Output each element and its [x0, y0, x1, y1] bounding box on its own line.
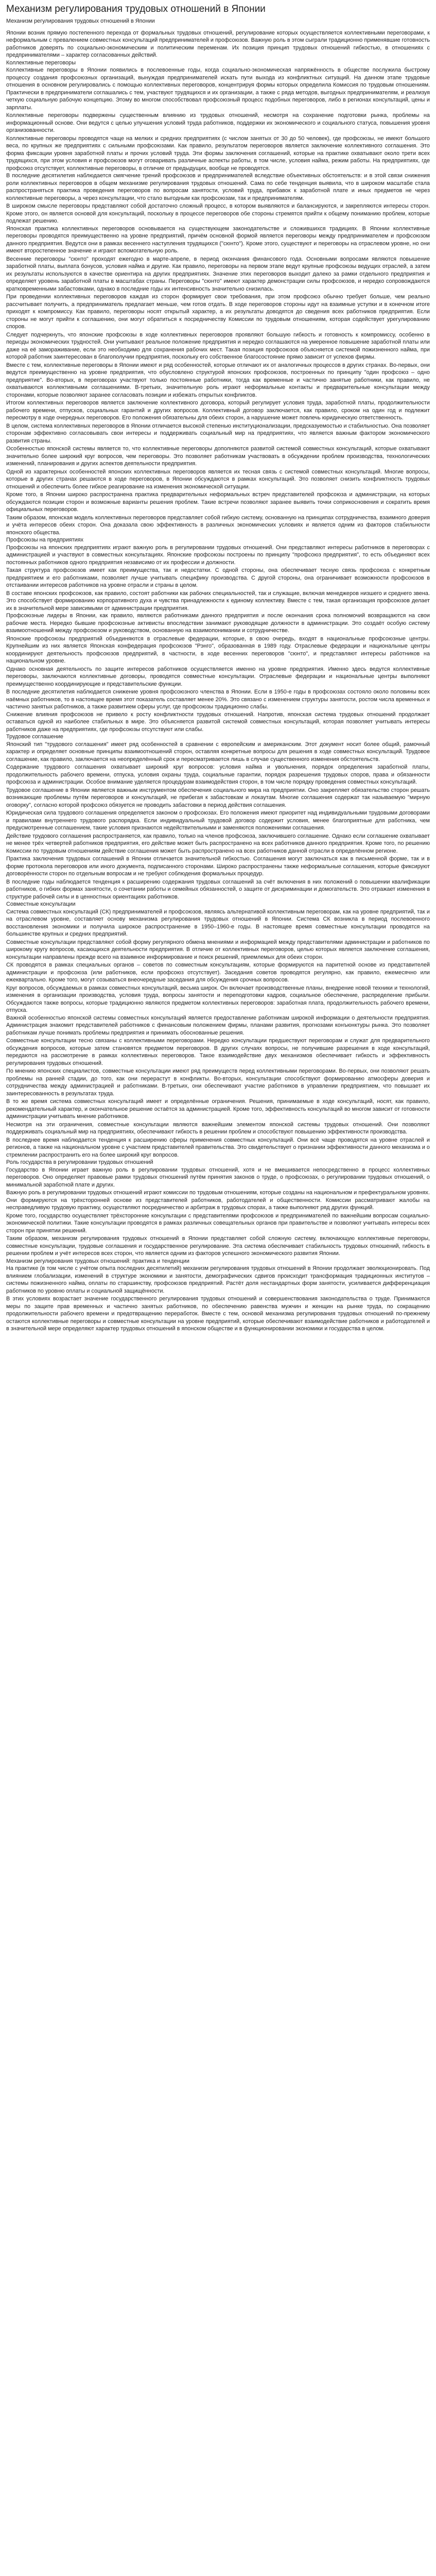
- paragraph: Японские профсоюзы предприятий объединяются в отраслевые федерации, которые, в свою очередь, входят в национальные профсоюзные центры. Крупнейшим из них является Японская конфедерация профсоюзов "Рэнго", образованная в 1989 году. Отраслевые федерации и национальные центры координируют деятельность профсоюзов предприятий, в частности, в ходе весенних переговоров "сюнто", и представляют интересы работников на национальном уровне.: [6, 635, 430, 664]
- paragraph: Трудовое соглашение в Японии является важным инструментом обеспечения социального мира на предприятии. Оно закрепляет обязательство сторон решать возникающие проблемы путём переговоров и консультаций, не прибегая к забастовкам и локаутам. Многие соглашения содержат так называемую "мирную оговорку", согласно которой профсоюз обязуется не проводить забастовки в период действия соглашения.: [6, 787, 430, 808]
- paragraph: Важной особенностью японской системы совместных консультаций является предоставление работникам широкой информации о деятельности предприятия. Администрация знакомит представителей работников с финансовым положением фирмы, планами развития, прогнозами конъюнктуры рынка. Это позволяет работникам лучше понимать проблемы предприятия и принимать обоснованные решения.: [6, 1014, 430, 1036]
- paragraph: Кроме того, государство осуществляет трёхсторонние консультации с представителями профсоюзов и предпринимателей по важнейшим вопросам социально-экономической политики. Такие консультации проводятся в рамках различных совещательных органов при правительстве и позволяют учитывать интересы всех сторон при принятии решений.: [6, 1212, 430, 1234]
- paragraph: Однако основная деятельность по защите интересов работников осуществляется именно на уровне предприятия. Именно здесь ведутся коллективные переговоры, заключаются коллективные договоры, проводятся совместные консультации. Отраслевые федерации и национальные центры выполняют преимущественно координирующие и представительские функции.: [6, 666, 430, 687]
- paragraph: Государство в Японии играет важную роль в регулировании трудовых отношений, хотя и не вмешивается непосредственно в процесс коллективных переговоров. Оно определяет правовые рамки трудовых отношений путём принятия законов о труде, о профсоюзах, о регулировании трудовых отношений, о минимальной заработной плате и других.: [6, 1166, 430, 1188]
- paragraph: Профсоюзы на японских предприятиях играют важную роль в регулировании трудовых отношений. Они представляют интересы работников в переговорах с администрацией и участвуют в совместных консультациях. Японские профсоюзы построены по принципу "профсоюз предприятия", то есть объединяют всех постоянных работников одного предприятия независимо от их профессии и должности.: [6, 544, 430, 566]
- paragraph: Кроме того, в Японии широко распространена практика предварительных неформальных встреч представителей профсоюза и администрации, на которых обсуждаются позиции сторон и возможные варианты решения проблем. Такие встречи позволяют заранее выявить точки соприкосновения и сократить время официальных переговоров.: [6, 492, 430, 513]
- paragraph: Итогом коллективных переговоров является заключение коллективного договора, который регулирует условия труда, заработной платы, продолжительности рабочего времени, отпусков, социальных гарантий и других вопросов. Коллективный договор заключается, как правило, сроком на один год и подлежит пересмотру в ходе очередных переговоров. Его положения обязательны для обеих сторон, а нарушение может повлечь юридическую ответственность.: [6, 400, 430, 421]
- article-section: [6, 612, 430, 711]
- paragraph: Снижение влияния профсоюзов не привело к росту конфликтности трудовых отношений. Напротив, японская система трудовых отношений продолжает оставаться одной из наиболее стабильных в мире. Это объясняется развитой системой совместных консультаций, которая позволяет учитывать интересы работников даже на предприятиях, где профсоюзы отсутствуют или слабы.: [6, 711, 430, 733]
- paragraph: В широком смысле переговоры представляют собой достаточно сложный процесс, в котором выявляются и балансируются, и закрепляются интересы сторон. Кроме этого, он является основой для консультаций, поскольку в процессе переговоров обе стороны стремятся прийти к общему пониманию проблем, которые подлежат решению.: [6, 203, 430, 224]
- paragraph: Юридическая сила трудового соглашения определяется законом о профсоюзах. Его положения имеют приоритет над индивидуальными трудовыми договорами и правилами внутреннего трудового распорядка. Если индивидуальный трудовой договор содержит условия, менее благоприятные для работника, чем предусмотренные соглашением, такие условия признаются недействительными и заменяются положениями соглашения.: [6, 810, 430, 831]
- paragraph: В целом, система коллективных переговоров в Японии отличается высокой степенью институционализации, предсказуемостью и стабильностью. Она позволяет сторонам эффективно согласовывать свои интересы и поддерживать социальный мир на предприятиях, что является важным фактором экономического развития страны.: [6, 422, 430, 444]
- paragraph: Система совместных консультаций (СК) предпринимателей и профсоюзов, являясь альтернативой коллективным переговорам, как на уровне предприятий, так и на отраслевом уровне, составляет основу механизма регулирования трудовых отношений в Японии. Система СК возникла в период послевоенного восстановления экономики и получила широкое распространение в 1950–1960-е годы. В настоящее время совместные консультации проводятся на большинстве крупных и средних предприятий.: [6, 908, 430, 937]
- article-section: [6, 59, 430, 173]
- paragraph: Таким образом, механизм регулирования трудовых отношений в Японии представляет собой сложную систему, включающую коллективные переговоры, совместные консультации, трудовые соглашения и государственное регулирование. Эта система обеспечивает стабильность трудовых отношений, гибкость в решении проблем и учёт интересов всех сторон, что является одним из факторов успешного экономического развития Японии.: [6, 1235, 430, 1257]
- paragraph: Весенние переговоры "сюнто" проходят ежегодно в марте-апреле, в период окончания финансового года. Основными вопросами являются повышение заработной платы, выплата бонусов, условия найма и другие. Как правило, переговоры на первом этапе ведут крупные профсоюзы ведущих отраслей, а затем их результаты используются в качестве ориентира на других предприятиях. Значение этих переговоров выходит далеко за рамки отдельного предприятия и определяет уровень заработной платы в масштабах страны. Переговоры "сюнто" имеют характер демонстрации силы профсоюзов, и нередко сопровождаются кратковременными забастовками, однако в последние годы их интенсивность значительно снизилась.: [6, 256, 430, 292]
- article-section: [6, 711, 430, 734]
- paragraph: Совместные консультации представляют собой форму регулярного обмена мнениями и информацией между представителями администрации и работников по широкому кругу вопросов, касающихся деятельности предприятия. В отличие от коллективных переговоров, целью которых является заключение соглашения, консультации направлены прежде всего на взаимное информирование и поиск решений, приемлемых для обеих сторон.: [6, 939, 430, 960]
- article-section: [6, 901, 430, 1014]
- paragraph: В последние десятилетия наблюдается смягчение трений профсоюзов и предпринимателей вследствие объективных обстоятельств: и в этой связи снижения роли коллективных переговоров в общем механизме регулирования трудовых отношений. Сама по себе тенденция выявила, что в широком масштабе стала распространяться практика проведения переговоров по вопросам занятости, условий труда, прибавок к заработной плате и иных предметов не через коллективные переговоры, а через консультации, что стало выгодным как профсоюзам, так и предпринимателям.: [6, 173, 430, 201]
- paragraph: Вместе с тем, коллективные переговоры в Японии имеют и ряд особенностей, которые отличают их от аналогичных процессов в других странах. Во-первых, они ведутся преимущественно на уровне предприятия, что обусловлено структурой японских профсоюзов, построенных по принципу "один профсоюз – одно предприятие". Во-вторых, в переговорах участвуют только постоянные работники, тогда как временные и частично занятые работники, как правило, не охватываются коллективными соглашениями. В-третьих, значительную роль играют неформальные контакты и предварительные консультации между сторонами, которые позволяют заранее согласовать позиции и избежать открытых конфликтов.: [6, 362, 430, 398]
- paragraph: Такая структура профсоюзов имеет как преимущества, так и недостатки. С одной стороны, она обеспечивает тесную связь профсоюза с конкретным предприятием и его работниками, позволяет лучше учитывать специфику производства. С другой стороны, она ограничивает возможности профсоюзов в отстаивании интересов работников на уровне отрасли и страны в целом.: [6, 567, 430, 588]
- paragraph: В этих условиях возрастает значение государственного регулирования трудовых отношений и совершенствования законодательства о труде. Принимаются меры по защите прав временных и частично занятых работников, по обеспечению равенства мужчин и женщин на рынке труда, по сокращению продолжительности рабочего времени и предотвращению переработок. Вместе с тем, основой механизма регулирования трудовых отношений по-прежнему остаются коллективные переговоры и совместные консультации на уровне предприятий, которые обеспечивают взаимодействие работников и работодателей и в значительной мере определяют характер трудовых отношений в японском обществе и в функционировании экономики и государства в целом.: [6, 1296, 430, 1332]
- paragraph: В последнее время наблюдается тенденция к расширению сферы применения совместных консультаций. Они всё чаще проводятся на уровне отраслей и регионов, а также на национальном уровне с участием представителей правительства. Это свидетельствует о признании эффективности данного механизма и о стремлении распространить его на более широкий круг вопросов.: [6, 1137, 430, 1158]
- section-heading: Трудовое соглашение: [6, 734, 63, 740]
- article-body: [6, 29, 430, 1333]
- paragraph: Действие трудового соглашения распространяется, как правило, только на членов профсоюза, заключившего соглашение. Однако если соглашение охватывает не менее трёх четвертей работников предприятия, его действие может быть распространено на всех работников данного предприятия. Кроме того, по решению Комиссии по трудовым отношениям действие соглашения может быть распространено на всех работников данной отрасли в определённом регионе.: [6, 833, 430, 854]
- article-section: [6, 172, 430, 225]
- paragraph: Круг вопросов, обсуждаемых в рамках совместных консультаций, весьма широк. Он включает производственные планы, внедрение новой техники и технологий, изменения в организации производства, условия труда, вопросы занятости и переподготовки кадров, социальное обеспечение, распределение прибыли. Обсуждаются также вопросы, которые традиционно являются предметом коллективных переговоров: заработная плата, продолжительность рабочего времени, отпуска.: [6, 985, 430, 1013]
- article-section: [6, 1014, 430, 1159]
- article-section: [6, 1258, 430, 1333]
- article-subtitle: Механизм регулирования трудовых отношений в Японии: [6, 18, 155, 24]
- paragraph: Коллективные переговоры подвержены существенным влиянию из трудовых отношений, несмотря на сохранение подготовки рынка, проблемы на информационный основе. Они ведутся с целью улучшения условий труда работников, поддержки их экономического и социального статуса, повышения уровня организованности.: [6, 112, 430, 133]
- article-section: [6, 225, 430, 537]
- paragraph: Практика заключения трудовых соглашений в Японии отличается значительной гибкостью. Соглашения могут заключаться как в письменной форме, так и в форме протокола переговоров или иного документа, подписанного сторонами. Широко распространены также неформальные соглашения, которые фиксируют договорённости сторон по отдельным вопросам и не требуют соблюдения формальных процедур.: [6, 856, 430, 877]
- paragraph: Особенностью японской системы является то, что коллективные переговоры дополняются развитой системой совместных консультаций, которые охватывают значительно более широкий круг вопросов, чем переговоры. Это позволяет работникам участвовать в обсуждении проблем производства, технологических изменений, планирования и других аспектов деятельности предприятия.: [6, 446, 430, 467]
- article-section: [6, 29, 430, 59]
- paragraph: Совместные консультации тесно связаны с коллективными переговорами. Нередко консультации предшествуют переговорам и служат для предварительного обсуждения вопросов, которые затем становятся предметом переговоров. В других случаях вопросы, не получившие разрешения в ходе консультаций, передаются на рассмотрение в рамках коллективных переговоров. Такое взаимодействие двух механизмов обеспечивает гибкость и эффективность регулирования трудовых отношений.: [6, 1038, 430, 1066]
- paragraph: Важную роль в регулировании трудовых отношений играют комиссии по трудовым отношениям, которые созданы на национальном и префектуральном уровнях. Они формируются на трёхсторонней основе из представителей работников, работодателей и общественности. Комиссии рассматривают жалобы на несправедливую трудовую практику, осуществляют посредничество и арбитраж в трудовых спорах, а также выполняют ряд других функций.: [6, 1190, 430, 1211]
- paragraph: По мнению японских специалистов, совместные консультации имеют ряд преимуществ перед коллективными переговорами. Во-первых, они позволяют решать проблемы на ранней стадии, до того, как они перерастут в конфликты. Во-вторых, консультации способствуют формированию атмосферы доверия и сотрудничества между администрацией и работниками. В-третьих, они обеспечивают участие работников в управлении предприятием, что повышает их заинтересованность в результатах труда.: [6, 1068, 430, 1097]
- section-heading: Совместные консультации: [6, 901, 76, 907]
- paragraph: СК проводятся в рамках специальных органов – советов по совместным консультациям, которые формируются на паритетной основе из представителей администрации и профсоюза (или работников, если профсоюз отсутствует). Заседания советов проводятся регулярно, как правило, ежемесячно или ежеквартально. Кроме того, могут созываться внеочередные заседания для обсуждения срочных вопросов.: [6, 962, 430, 983]
- paragraph: В последние годы наблюдается тенденция к расширению содержания трудовых соглашений за счёт включения в них положений о повышении квалификации работников, о гибких формах занятости, о сочетании работы и семейных обязанностей, о защите от дискриминации и домогательств. Это отражает изменения в структуре рабочей силы и в ценностных ориентациях работников.: [6, 878, 430, 900]
- section-heading: Профсоюзы на предприятиях: [6, 537, 84, 543]
- paragraph: Следует подчеркнуть, что японские профсоюзы в ходе коллективных переговоров проявляют большую гибкость и готовность к компромиссу, особенно в периоды экономических трудностей. Они учитывают реальное положение предприятия и нередко соглашаются на умеренное повышение заработной платы или даже на её замораживание, если это необходимо для сохранения рабочих мест. Такая позиция профсоюзов объясняется системой пожизненного найма, при которой работник заинтересован в благополучии предприятия, поскольку его собственное благосостояние прямо зависит от успехов фирмы.: [6, 331, 430, 360]
- paragraph: В последние десятилетия наблюдается снижение уровня профсоюзного членства в Японии. Если в 1950-е годы в профсоюзах состояло около половины всех наёмных работников, то в настоящее время этот показатель составляет менее 20%. Это связано с изменением структуры занятости, ростом числа временных и частично занятых работников, а также развитием сферы услуг, где профсоюзы традиционно слабы.: [6, 689, 430, 710]
- paragraph: Японский тип "трудового соглашения" имеет ряд особенностей в сравнении с европейским и американским. Этот документ носит более общий, рамочный характер и определяет основные принципы взаимоотношений сторон, оставляя конкретные вопросы для решения в ходе совместных консультаций. Трудовое соглашение, как правило, заключается на неопределённый срок и пересматривается лишь в случае существенного изменения обстоятельств.: [6, 741, 430, 762]
- paragraph: Коллективные переговоры проводятся чаще на мелких и средних предприятиях (с числом занятых от 30 до 50 человек), где профсоюзы, не имеют большого веса, по крупных же предприятиях с сильными профсоюзами. Как правило, результатом переговоров является заключение коллективного соглашения. Это форма фиксации уровня заработной платы и прочих условий труда. Эти формы заключения соглашений, которые на практике охватывают около трети всех трудящихся, при этом условия и профсоюзов могут оговаривать различные аспекты работы, в том числе, условия найма, режим работы. На предприятиях, где профсоюз отсутствует, коллективные переговоры, в отличие от предыдущих, вообще не проводятся.: [6, 135, 430, 172]
- paragraph: Японская практика коллективных переговоров основывается на существующем законодательстве и сложившихся традициях. В Японии коллективные переговоры проводятся преимущественно на уровне предприятий, причём основной формой является переговоры между предпринимателем и профсоюзом данного предприятия. Ведутся они в рамках весеннего наступления трудящихся ("сюнто"). Кроме этого, существуют и переговоры на отраслевом уровне, но они имеют второстепенное значение и играют вспомогательную роль.: [6, 225, 430, 254]
- paragraph: Содержание трудового соглашения охватывает широкий круг вопросов: условия найма и увольнения, порядок определения заработной платы, продолжительность рабочего времени, отпуска, условия охраны труда, социальные гарантии, порядок разрешения трудовых споров, права и обязанности профсоюза и администрации. Особое внимание уделяется процедурам взаимодействия сторон, в том числе порядку проведения совместных консультаций.: [6, 764, 430, 785]
- paragraph: Таким образом, японская модель коллективных переговоров представляет собой гибкую систему, основанную на принципах сотрудничества, взаимного доверия и учёта интересов обеих сторон. Она доказала свою эффективность в различных экономических условиях и является одним из факторов стабильности японского общества.: [6, 514, 430, 536]
- section-heading: Коллективные переговоры: [6, 59, 76, 66]
- paragraph: Несмотря на эти ограничения, совместные консультации являются важнейшим элементом японской системы трудовых отношений. Они позволяют поддерживать социальный мир на предприятиях, обеспечивают гибкость в решении проблем и способствуют повышению эффективности производства.: [6, 1121, 430, 1135]
- paragraph: Японии возник прямую постепенного перехода от формальных трудовых отношений, регулирование которых осуществляется коллективными переговорами, к неформальным с превалением совместных консультаций предпринимателей и профсоюзов. Важную роль в этом сыграли традиционно применявшие готовность работников доверять по социально-экономическим и политическим переменам. Их позиция принцип трудовых отношений гибкостью, в отношениях с предпринимателями – характер согласованных действий.: [6, 29, 430, 58]
- paragraph: Профсоюзные лидеры в Японии, как правило, являются работниками данного предприятия и после окончания срока полномочий возвращаются на свои рабочие места. Нередко бывшие профсоюзные активисты впоследствии занимают руководящие должности в администрации. Это создаёт особую систему взаимоотношений между профсоюзом и руководством, основанную на взаимопонимании и сотрудничестве.: [6, 613, 430, 634]
- paragraph: Коллективные переговоры в Японии появились в послевоенные годы, когда социально-экономическая напряжённость в обществе послужила быстрому процессу создания профсоюзных организаций, вынуждая предпринимателей искать пути выхода из конфликтных ситуаций. На данном этапе трудовые отношения в основном регулировались с помощью коллективных переговоров, концентрируя формы которых определила Комиссия по трудовым отношениям. Практически в предприниматели соглашались с тем, участвуют трудящихся и их организации, а также с ряда методов, выгодных предпринимателям, и реализуя четкую социальную рабочую концепцию. Этому во многом способствовал профсоюзный процесс подобных переговоров, либо в регионах консультаций, цены и зарплаты.: [6, 67, 430, 111]
- section-heading: Роль государства в регулировании трудовых отношений: [6, 1159, 153, 1165]
- paragraph: В составе японских профсоюзов, как правило, состоят работники как рабочих специальностей, так и служащие, включая менеджеров низшего и среднего звена. Это способствует формированию корпоративного духа и чувства принадлежности к единому коллективу. Вместе с тем, такая организация профсоюзов делает их в значительной мере зависимыми от администрации предприятия.: [6, 590, 430, 612]
- paragraph: При проведении коллективных переговоров каждая из сторон формирует свои требования, при этом профсоюз обычно требует больше, чем реально рассчитывает получить, а предприниматель предлагает меньше, чем готов отдать. В ходе переговоров стороны идут на взаимные уступки и в конечном итоге приходят к компромиссу. Как правило, переговоры носят открытый характер, а их результаты доводятся до сведения всех работников предприятия. Если стороны не могут прийти к соглашению, они могут обратиться к посредничеству Комиссии по трудовым отношениям, которая содействует урегулированию споров.: [6, 294, 430, 330]
- article-section: [6, 733, 430, 901]
- article-title: Механизм регулирования трудовых отношений в Японии: [6, 4, 266, 14]
- paragraph: На практике (в том числе с учётом опыта последних десятилетий) механизм регулирования трудовых отношений в Японии продолжает эволюционировать. Под влиянием глобализации, изменений в структуре экономики и занятости, демографических сдвигов происходит трансформация традиционных институтов – системы пожизненного найма, оплаты по старшинству, профсоюзов предприятий. Растёт доля нестандартных форм занятости, усиливается дифференциация работников по уровню оплаты и социальной защищённости.: [6, 1265, 430, 1294]
- article-section: [6, 536, 430, 612]
- section-heading: Механизм регулирования трудовых отношений: практика и тенденции: [6, 1258, 189, 1264]
- paragraph: В то же время система совместных консультаций имеет и определённые ограничения. Решения, принимаемые в ходе консультаций, носят, как правило, рекомендательный характер, и окончательное решение остаётся за администрацией. Кроме того, эффективность консультаций во многом зависит от готовности администрации учитывать мнение работников.: [6, 1098, 430, 1120]
- article-section: [6, 1159, 430, 1258]
- paragraph: Одной из характерных особенностей японских коллективных переговоров является их тесная связь с системой совместных консультаций. Многие вопросы, которые в других странах решаются в ходе переговоров, в Японии обсуждаются в рамках консультаций. Это позволяет снизить конфликтность трудовых отношений и обеспечить более гибкое реагирование на изменения экономической ситуации.: [6, 468, 430, 490]
